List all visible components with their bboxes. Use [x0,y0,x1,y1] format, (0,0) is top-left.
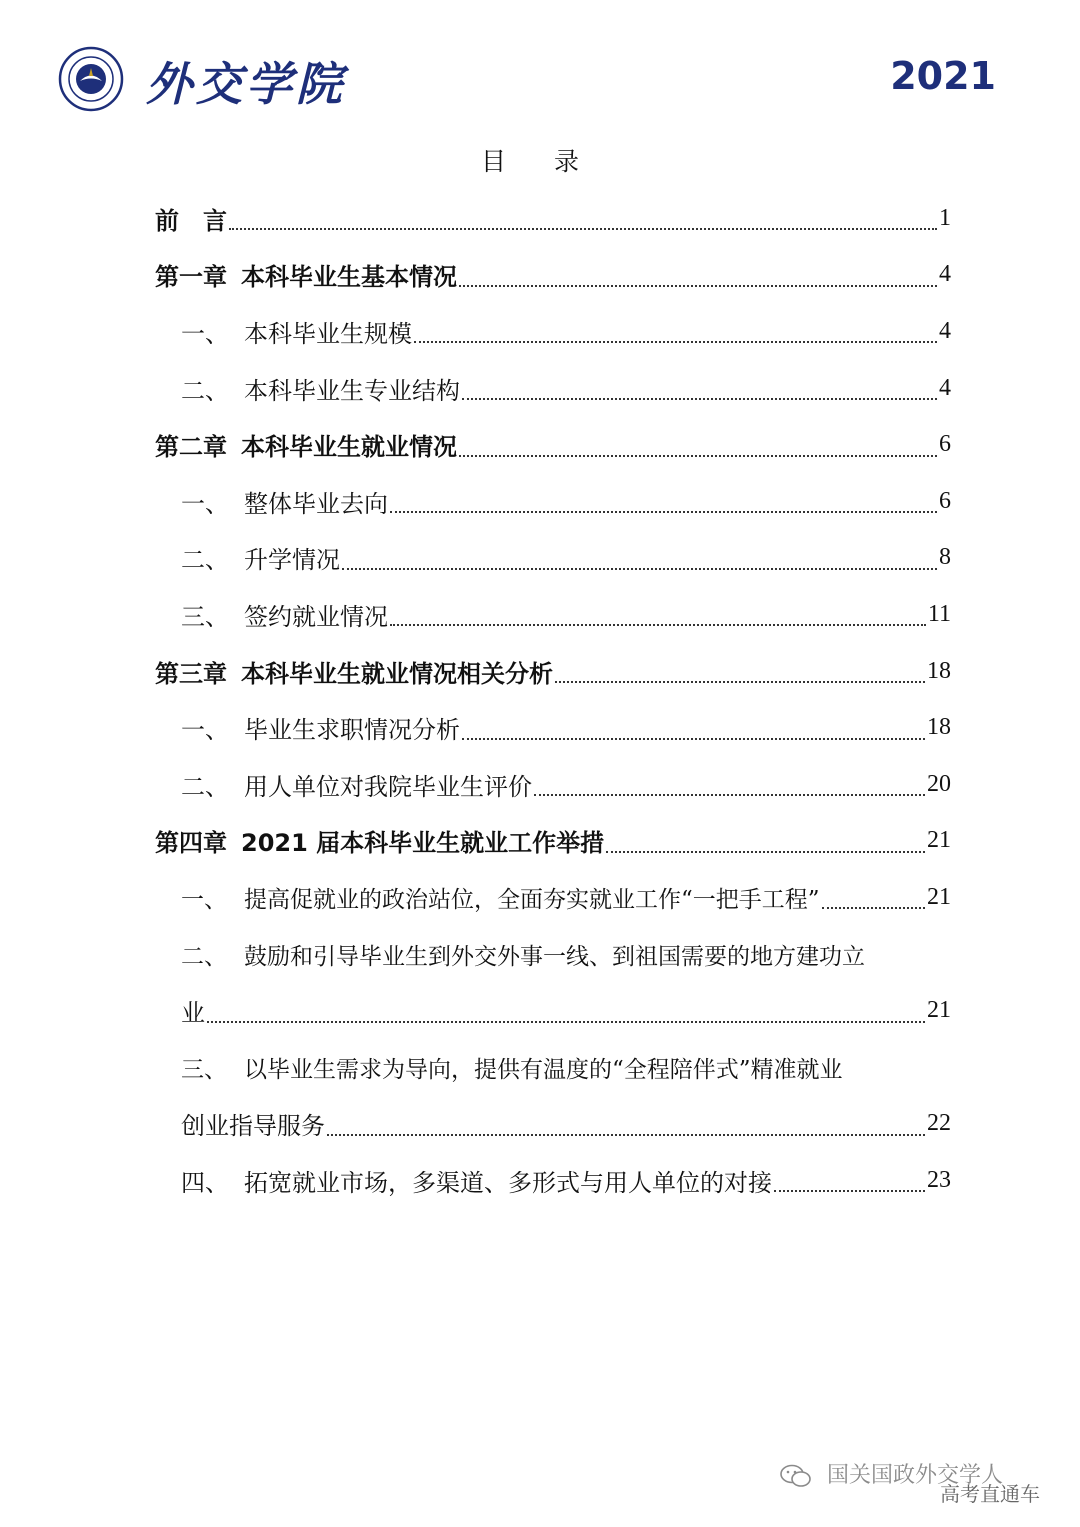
toc-leader-dots [390,485,937,513]
toc-leader-dots [390,598,926,626]
toc-entry-title: 本科毕业生就业情况 [241,433,457,462]
toc-entry-number: 第一章 [155,263,227,292]
toc-entry-number: 二、 [181,772,229,801]
watermark-sub-name: 高考直通车 [940,1482,1040,1506]
toc-entry-section[interactable] [155,1152,951,1209]
toc-leader-dots [342,542,937,570]
toc-entry-number: 一、 [181,886,227,913]
toc-title: 目 录 [481,147,599,176]
toc-entry-section[interactable] [155,699,951,756]
toc-entry-number: 一、 [181,489,229,518]
toc-entry-title: 2021 届本科毕业生就业工作举措 [241,829,605,858]
toc-entry-section[interactable] [155,303,951,360]
toc-entry-number: 二、 [181,376,229,405]
toc-entry-number: 一、 [181,319,229,348]
toc-leader-dots [207,995,925,1023]
toc-entry-section[interactable] [155,530,951,587]
toc-entry-section[interactable] [155,360,951,417]
toc-page-number: 4 [939,317,951,344]
toc-page-number: 23 [927,1166,951,1193]
toc-entry-section[interactable] [155,586,951,643]
toc-leader-dots [534,768,925,796]
toc-entry-chapter-3[interactable] [155,643,951,700]
toc-entry-title-continued: 创业指导服务 [181,1112,325,1141]
report-year: 2021 [890,54,996,98]
toc-entry-title: 鼓励和引导毕业生到外交外事一线、到祖国需要的地方建功立 [244,943,865,970]
toc-entry-title: 拓宽就业市场，多渠道、多形式与用人单位的对接 [244,1168,772,1197]
toc-page-number: 8 [939,544,951,571]
wechat-icon [780,1464,812,1488]
toc-entry-title-continued: 业 [181,999,205,1028]
toc-entry-title: 本科毕业生专业结构 [244,376,460,405]
watermark-account-name: 国关国政外交学人 [827,1463,1004,1488]
wechat-watermark [780,1458,1040,1506]
toc-page-number: 4 [939,261,951,288]
toc-entry-title: 整体毕业去向 [244,489,388,518]
toc-entry-title: 本科毕业生基本情况 [241,263,457,292]
toc-entry-number: 第二章 [155,433,227,462]
toc-leader-dots [822,881,925,909]
toc-entry-title: 用人单位对我院毕业生评价 [244,772,532,801]
toc-entry-section[interactable] [155,869,951,926]
toc-entry-number: 二、 [181,943,227,970]
toc-entry-title: 以毕业生需求为导向，提供有温度的“全程陪伴式”精准就业 [244,1056,843,1083]
toc-entry-title: 本科毕业生规模 [244,319,412,348]
toc-leader-dots [229,202,937,230]
toc-page-number: 22 [927,1110,951,1137]
toc-entry-title: 毕业生求职情况分析 [244,716,460,745]
toc-entry-section[interactable] [155,1039,951,1096]
toc-entry-number: 一、 [181,716,229,745]
toc-leader-dots [555,655,925,683]
toc-page-number: 6 [939,431,951,458]
toc-entry-number: 第三章 [155,659,227,688]
toc-entry-section[interactable] [155,473,951,530]
toc-page-number: 6 [939,487,951,514]
table-of-contents [155,190,951,1209]
toc-page-number: 20 [927,770,951,797]
toc-leader-dots [774,1164,925,1192]
toc-entry-title: 本科毕业生就业情况相关分析 [241,659,553,688]
toc-page-number: 18 [927,657,951,684]
toc-entry-section[interactable] [155,926,951,983]
toc-leader-dots [414,315,937,343]
toc-entry-number: 二、 [181,546,229,575]
toc-entry-title: 升学情况 [244,546,340,575]
toc-entry-title: 签约就业情况 [244,602,388,631]
toc-page-number: 4 [939,374,951,401]
toc-entry-number: 三、 [181,1056,227,1083]
toc-entry-number: 前 言 [155,206,227,235]
toc-leader-dots [606,825,925,853]
toc-entry-number: 四、 [181,1168,229,1197]
toc-entry-chapter-4[interactable] [155,813,951,870]
toc-entry-preface[interactable] [155,190,951,247]
toc-entry-continuation[interactable] [155,982,951,1039]
toc-leader-dots [459,259,937,287]
toc-entry-section[interactable] [155,756,951,813]
toc-leader-dots [462,712,925,740]
university-seal-icon [58,46,124,112]
page-header [0,0,1080,120]
toc-leader-dots [459,429,937,457]
toc-entry-chapter-2[interactable] [155,416,951,473]
toc-page-number: 1 [939,204,951,231]
toc-entry-number: 第四章 [155,829,227,858]
university-logo-text: 外交学院 [146,57,346,111]
toc-entry-chapter-1[interactable] [155,247,951,304]
toc-entry-continuation[interactable] [155,1096,951,1153]
toc-leader-dots [462,372,937,400]
toc-page-number: 11 [927,600,951,627]
toc-page-number: 21 [927,827,951,854]
toc-page-number: 21 [927,997,951,1024]
toc-page-number: 21 [927,883,951,910]
toc-page-number: 18 [927,714,951,741]
toc-entry-number: 三、 [181,602,229,631]
toc-entry-title: 提高促就业的政治站位，全面夯实就业工作“一把手工程” [244,886,820,913]
toc-leader-dots [327,1108,925,1136]
